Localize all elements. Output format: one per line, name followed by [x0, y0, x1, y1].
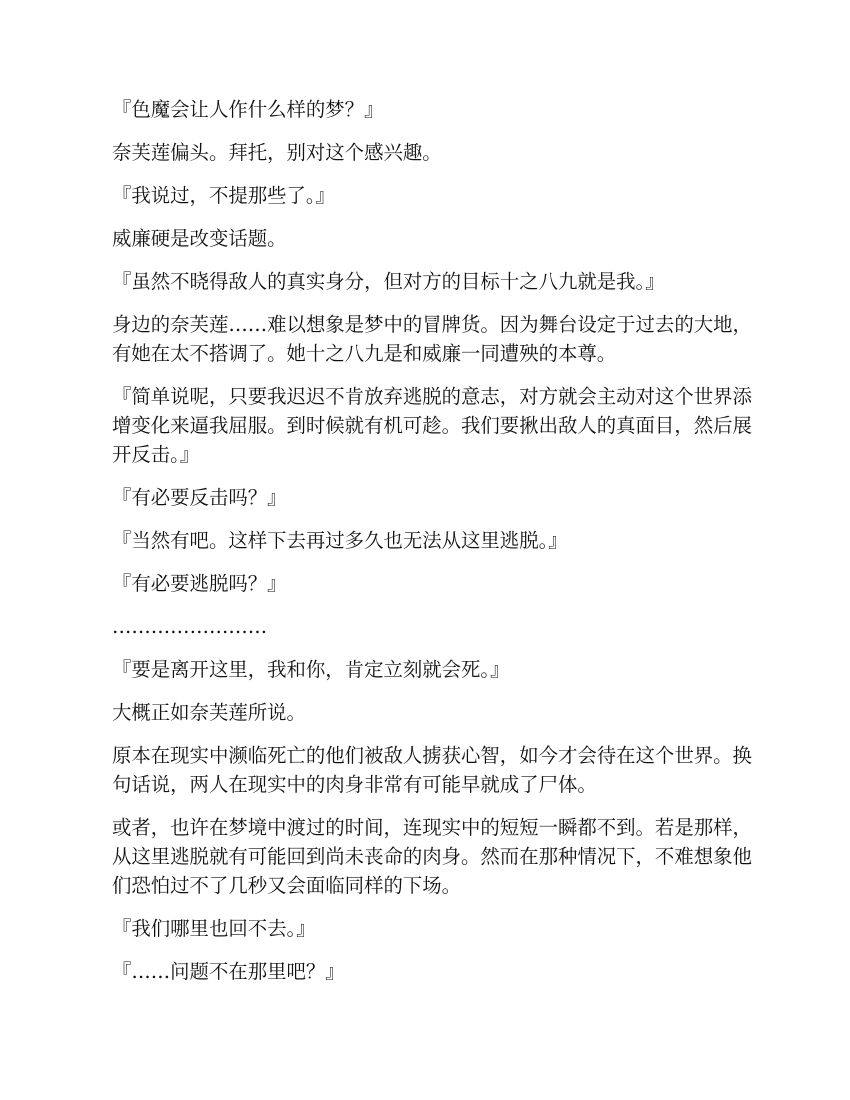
paragraph-4: 威廉硬是改变话题。 [112, 227, 287, 250]
paragraph-12: 『要是离开这里，我和你，肯定立刻就会死。』 [112, 658, 510, 681]
paragraph-2: 奈芙莲偏头。拜托，别对这个感兴趣。 [112, 141, 442, 164]
paragraph-1: 『色魔会让人作什么样的梦？』 [112, 98, 384, 121]
paragraph-6: 身边的奈芙莲……难以想象是梦中的冒牌货。因为舞台设定于过去的大地，有她在太不搭调了。她十之八九是和威廉一同遭殃的本尊。 [112, 313, 752, 365]
paragraph-15: 或者，也许在梦境中渡过的时间，连现实中的短短一瞬都不到。若是那样，从这里逃脱就有可能回到尚未丧命的肉身。然而在那种情况下，不难想象他们恐怕过不了几秒又会面临同样的下场。 [112, 816, 752, 897]
paragraph-14: 原本在现实中濒临死亡的他们被敌人掳获心智，如今才会待在这个世界。换句话说，两人在现实中的肉身非常有可能早就成了尸体。 [112, 744, 752, 796]
paragraph-11: …………………… [112, 615, 268, 638]
document-body [112, 95, 752, 986]
paragraph-10: 『有必要逃脱吗？』 [112, 572, 287, 595]
paragraph-3: 『我说过，不提那些了。』 [112, 184, 335, 207]
paragraph-8: 『有必要反击吗？』 [112, 486, 287, 509]
paragraph-17: 『……问题不在那里吧？』 [112, 960, 345, 983]
paragraph-13: 大概正如奈芙莲所说。 [112, 701, 306, 724]
paragraph-7: 『简单说呢，只要我迟迟不肯放弃逃脱的意志，对方就会主动对这个世界添增变化来逼我屈服。到时候就有机可趁。我们要揪出敌人的真面目，然后展开反击。』 [112, 385, 752, 466]
paragraph-5: 『虽然不晓得敌人的真实身分，但对方的目标十之八九就是我。』 [112, 270, 665, 293]
paragraph-16: 『我们哪里也回不去。』 [112, 917, 316, 940]
paragraph-9: 『当然有吧。这样下去再过多久也无法从这里逃脱。』 [112, 529, 568, 552]
